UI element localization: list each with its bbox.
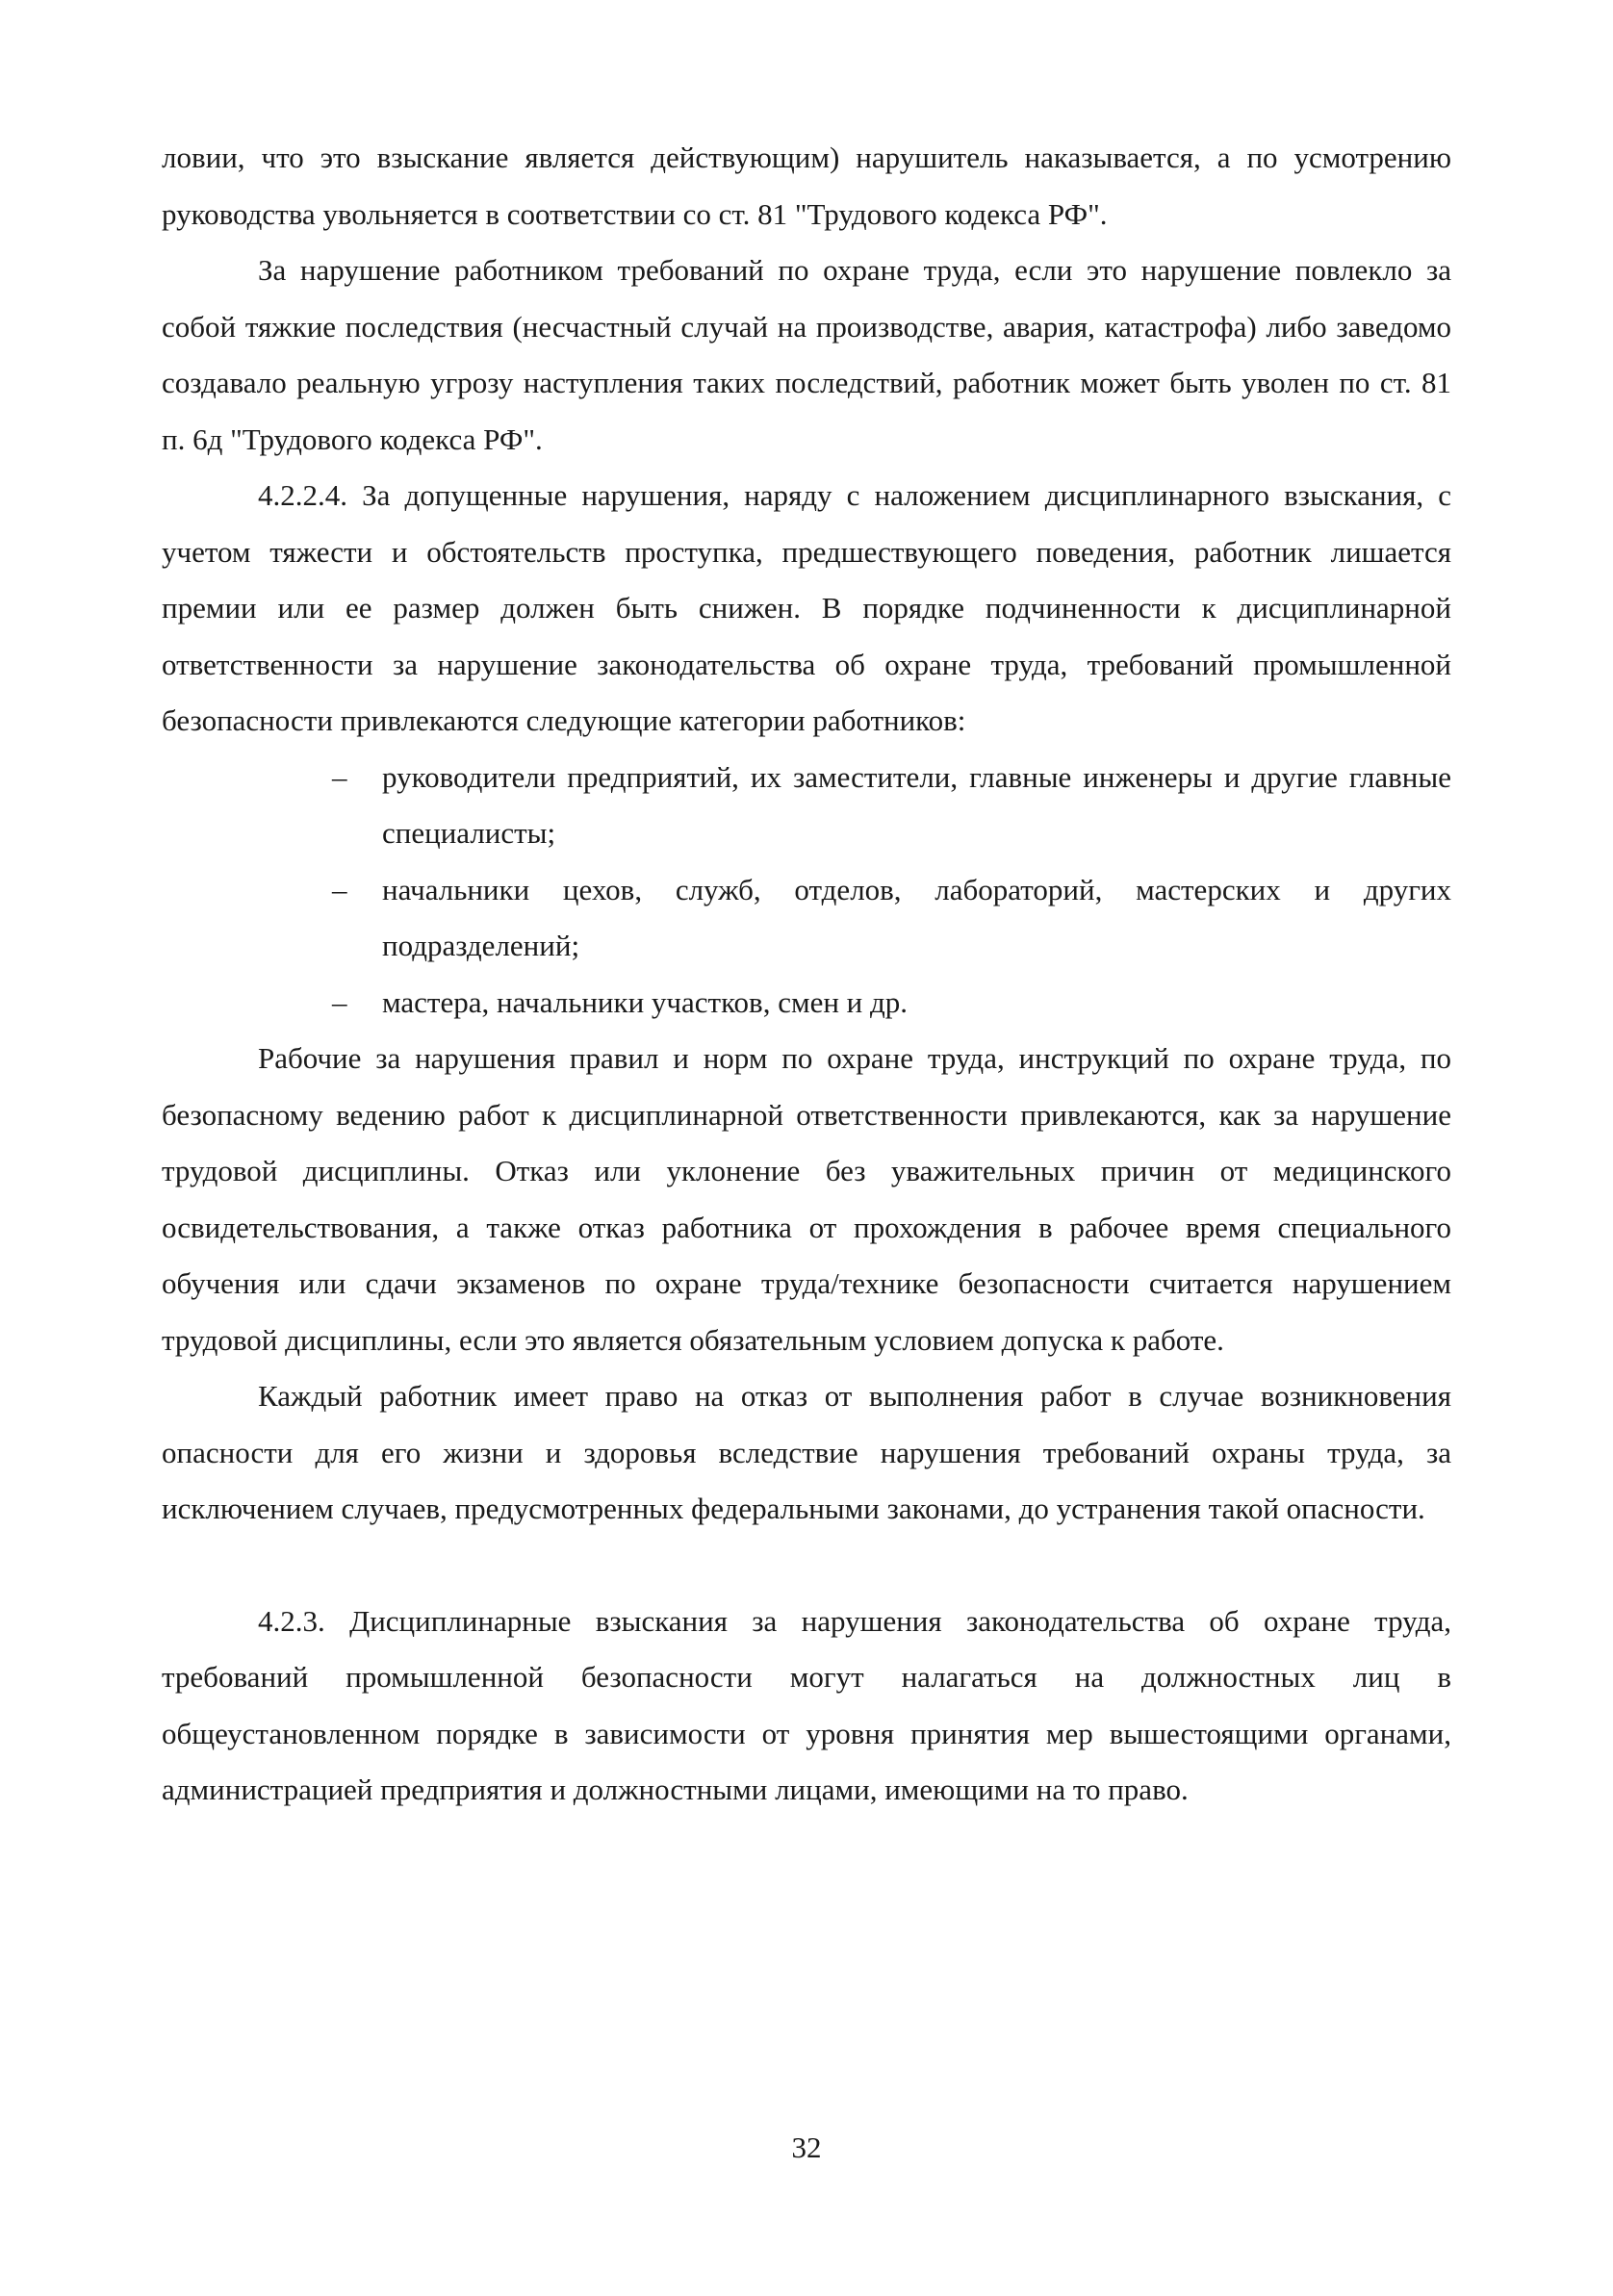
paragraph-4-2-2-4: 4.2.2.4. За допущенные нарушения, наряду с наложением дисциплинарного взыскания, с учетом тяжести и обстоятельств проступка, предшествующего поведения, работник лишается премии или ее размер должен быть снижен. В порядке подчиненности к дисциплинарной ответственности за нарушение законодательства об охране труда, требований промышленной безопасности привлекаются следующие категории работников: [162, 478, 1451, 737]
paragraph-4-2-3: 4.2.3. Дисциплинарные взыскания за нарушения законодательства об охране труда, требований промышленной безопасности могут налагаться на должностных лиц в общеустановленном порядке в зависимости от уровня принятия мер вышестоящими органами, администрацией предприятия и должностными лицами, имеющими на то право. [162, 1603, 1451, 1806]
dash-marker: – [332, 984, 347, 1019]
list-item [332, 862, 1451, 975]
paragraph-workers: Рабочие за нарушения правил и норм по охране труда, инструкций по охране труда, по безопасному ведению работ к дисциплинарной ответственности привлекаются, как за нарушение трудовой дисциплины. Отказ или уклонение без уважительных причин от медицинского освидетельствования, а также отказ работника от прохождения в рабочее время специального обучения или сдачи экзаменов по охране труда/технике безопасности считается нарушением трудовой дисциплины, если это является обязательным условием допуска к работе. [162, 1041, 1451, 1357]
page-number: 32 [791, 2130, 822, 2164]
paragraph-dismissal: За нарушение работником требований по охране труда, если это нарушение повлекло за собой тяжкие последствия (несчастный случай на производстве, авария, катастрофа) либо заведомо создавало реальную угрозу наступления таких последствий, работник может быть уволен по ст. 81 п. 6д "Трудового кодекса РФ". [162, 253, 1451, 456]
paragraph-continuation: ловии, что это взыскание является действующим) нарушитель наказывается, а по усмотрению руководства увольняется в соответствии со ст. 81 "Трудового кодекса РФ". [162, 140, 1451, 231]
section-gap [162, 1538, 1451, 1594]
dash-marker: – [332, 872, 347, 906]
list-item-text: руководители предприятий, их заместители, главные инженеры и другие главные специалисты; [382, 759, 1451, 850]
list-item [332, 750, 1451, 862]
document-page [162, 130, 1451, 1819]
paragraph-right-to-refuse: Каждый работник имеет право на отказ от выполнения работ в случае возникновения опасности для его жизни и здоровья вследствие нарушения требований охраны труда, за исключением случаев, предусмотренных федеральными законами, до устранения такой опасности. [162, 1379, 1451, 1525]
list-item-text: начальники цехов, служб, отделов, лабораторий, мастерских и других подразделений; [382, 872, 1451, 962]
dash-marker: – [332, 759, 347, 794]
employee-categories-list [162, 750, 1451, 1032]
list-item-text: мастера, начальники участков, смен и др. [382, 984, 909, 1019]
list-item [332, 975, 1451, 1032]
